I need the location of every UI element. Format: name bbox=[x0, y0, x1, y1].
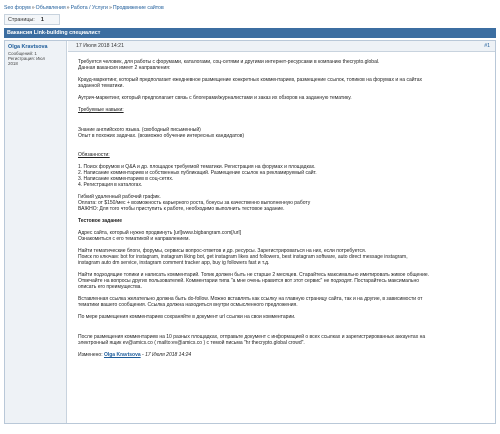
post-line: Вставленная ссылка желательно должна быть do-follow. Можно вставлять как ссылку на главную страницу сайта, так и на другие, в зависимости от bbox=[78, 296, 423, 302]
pagination bbox=[4, 14, 60, 25]
post-line: По мере размещения комментариев сохраняйте в документ url ссылки на свои комментарии. bbox=[78, 314, 296, 320]
post-date: 17 Июля 2018 14:21 bbox=[76, 43, 124, 49]
post-line: Отвечайте на вопросы других пользователей. Комментарии типа "а мне очень нравится вот этот сервис" не подходят. Постарайтесь максимально bbox=[78, 278, 419, 284]
edited-prefix: Изменено: bbox=[78, 352, 103, 358]
thread-title: Вакансия Link-building специалист bbox=[7, 30, 101, 36]
post-line: 1. Поиск форумов и Q&A и др. площадок требуемой тематики. Регистрация на форумах и площадках. bbox=[78, 164, 316, 170]
post-line: 4. Регистрация в каталогах. bbox=[78, 182, 143, 188]
post-line: Найти подходящие топики и написать комментарий. Топик должен быть не старше 2 месяцев. Старайтесь максимально имитировать живое общение. bbox=[78, 272, 430, 278]
edited-by-link[interactable]: Olga Kravtsova bbox=[103, 352, 141, 358]
post-line: описать его преимущества. bbox=[78, 284, 142, 290]
post-body bbox=[78, 59, 490, 358]
breadcrumb-seo[interactable]: Продвижение сайтов bbox=[112, 5, 164, 11]
breadcrumb-separator: » bbox=[108, 5, 112, 11]
breadcrumb-forum[interactable]: Seo форум bbox=[4, 5, 31, 11]
post-line: Найти тематические блоги, форумы, сервисы вопрос-ответов и др. ресурсы. Зарегистрироваться на них, если потребуется. bbox=[78, 248, 367, 254]
thread-title-bar bbox=[4, 28, 496, 38]
edited-note bbox=[78, 352, 490, 358]
user-post-count: Сообщений: 1 bbox=[8, 51, 37, 56]
user-registered-label: Регистрация: Июл bbox=[8, 56, 46, 62]
edited-time: - 17 Июля 2018 14:24 bbox=[142, 352, 192, 358]
breadcrumb-separator: » bbox=[66, 5, 70, 11]
post-number-link[interactable]: #1 bbox=[484, 43, 490, 49]
post-line: Ознакомиться с его тематикой и направлением. bbox=[78, 236, 190, 242]
post-line: Поиск по ключам: bot for instagram, instagram liking bot, get instagram likes and followers, best instagram software, auto direct message instagram, bbox=[78, 254, 408, 260]
breadcrumb bbox=[4, 4, 164, 13]
post-author-link[interactable]: Olga Kravtsova bbox=[8, 44, 48, 50]
post-line: электронный ящик ev@amics.co ( mailto:ev@amics.co ) с темой письма "hr thecrypto.global crowd". bbox=[78, 340, 305, 346]
post-line: Оплата: от $150/мес + возможность карьерного роста, бонусы за качественно выполненную работу bbox=[78, 200, 311, 206]
post-line: ВАЖНО: Для того чтобы приступить к работе, необходимо выполнить тестовое задание. bbox=[78, 206, 285, 212]
post-line: тематики вашего сообщения. Ссылка должна находиться внутри осмысленного предложения. bbox=[78, 302, 298, 308]
post-header-bar bbox=[68, 41, 495, 52]
post-line: заданной тематики. bbox=[78, 83, 124, 89]
section-heading-duties: Обязанности: bbox=[78, 152, 110, 158]
user-info-pane bbox=[5, 41, 67, 423]
post-line: Крауд-маркетинг, который предполагает ежедневное размещение конкретных комментариев, размещение ссылок, топиков на форумах и на сайтах bbox=[78, 77, 423, 83]
post-line: instagram auto dm service, instagram comment tracker app, buy ig followers fast и т.д. bbox=[78, 260, 270, 266]
breadcrumb-separator: » bbox=[31, 5, 35, 11]
post-line: 3. Написание комментариев в соц-сетях. bbox=[78, 176, 174, 182]
breadcrumb-jobs[interactable]: Работа / Услуги bbox=[70, 5, 108, 11]
section-heading-skills: Требуемые навыки: bbox=[78, 107, 124, 113]
pagination-current-page[interactable]: 1 bbox=[40, 16, 44, 23]
post-line: 2. Написание комментариев и собственных публикаций. Размещение ссылок на рекламируемый сайт. bbox=[78, 170, 317, 176]
post-line: Знание английского языка. (свободный письменный) bbox=[78, 127, 201, 133]
post-line: Аутрич-маркетинг, который предполагает связь с блогерами/журналистами и заказ их обзоров на заданную тематику. bbox=[78, 95, 352, 101]
post-line: Данная вакансия имеет 2 направления: bbox=[78, 65, 171, 71]
post-line: После размещения комментариев на 10 разных площадках, отправьте документ с информацией о всех ссылках и зарегистрированных аккаунтах на bbox=[78, 334, 426, 340]
post-line: Требуется человек, для работы с форумами, каталогами, соц-сетями и другими интернет-ресурсами в компанию thecrypto.global. bbox=[78, 59, 380, 65]
user-registered-year: 2018 bbox=[8, 61, 18, 67]
pagination-label: Страницы: bbox=[8, 16, 35, 23]
breadcrumb-ads[interactable]: Объявления bbox=[35, 5, 66, 11]
post-line: Гибкий удаленный рабочий график. bbox=[78, 194, 161, 200]
post-line: Адрес сайта, который нужно продвинуть [url]www.bigbangram.com[/url] bbox=[78, 230, 241, 236]
post bbox=[4, 40, 496, 424]
post-line: Опыт в похожих задачах. (возможно обучение интересных кандидатов) bbox=[78, 133, 245, 139]
section-heading-test-task: Тестовое задание bbox=[78, 218, 122, 224]
